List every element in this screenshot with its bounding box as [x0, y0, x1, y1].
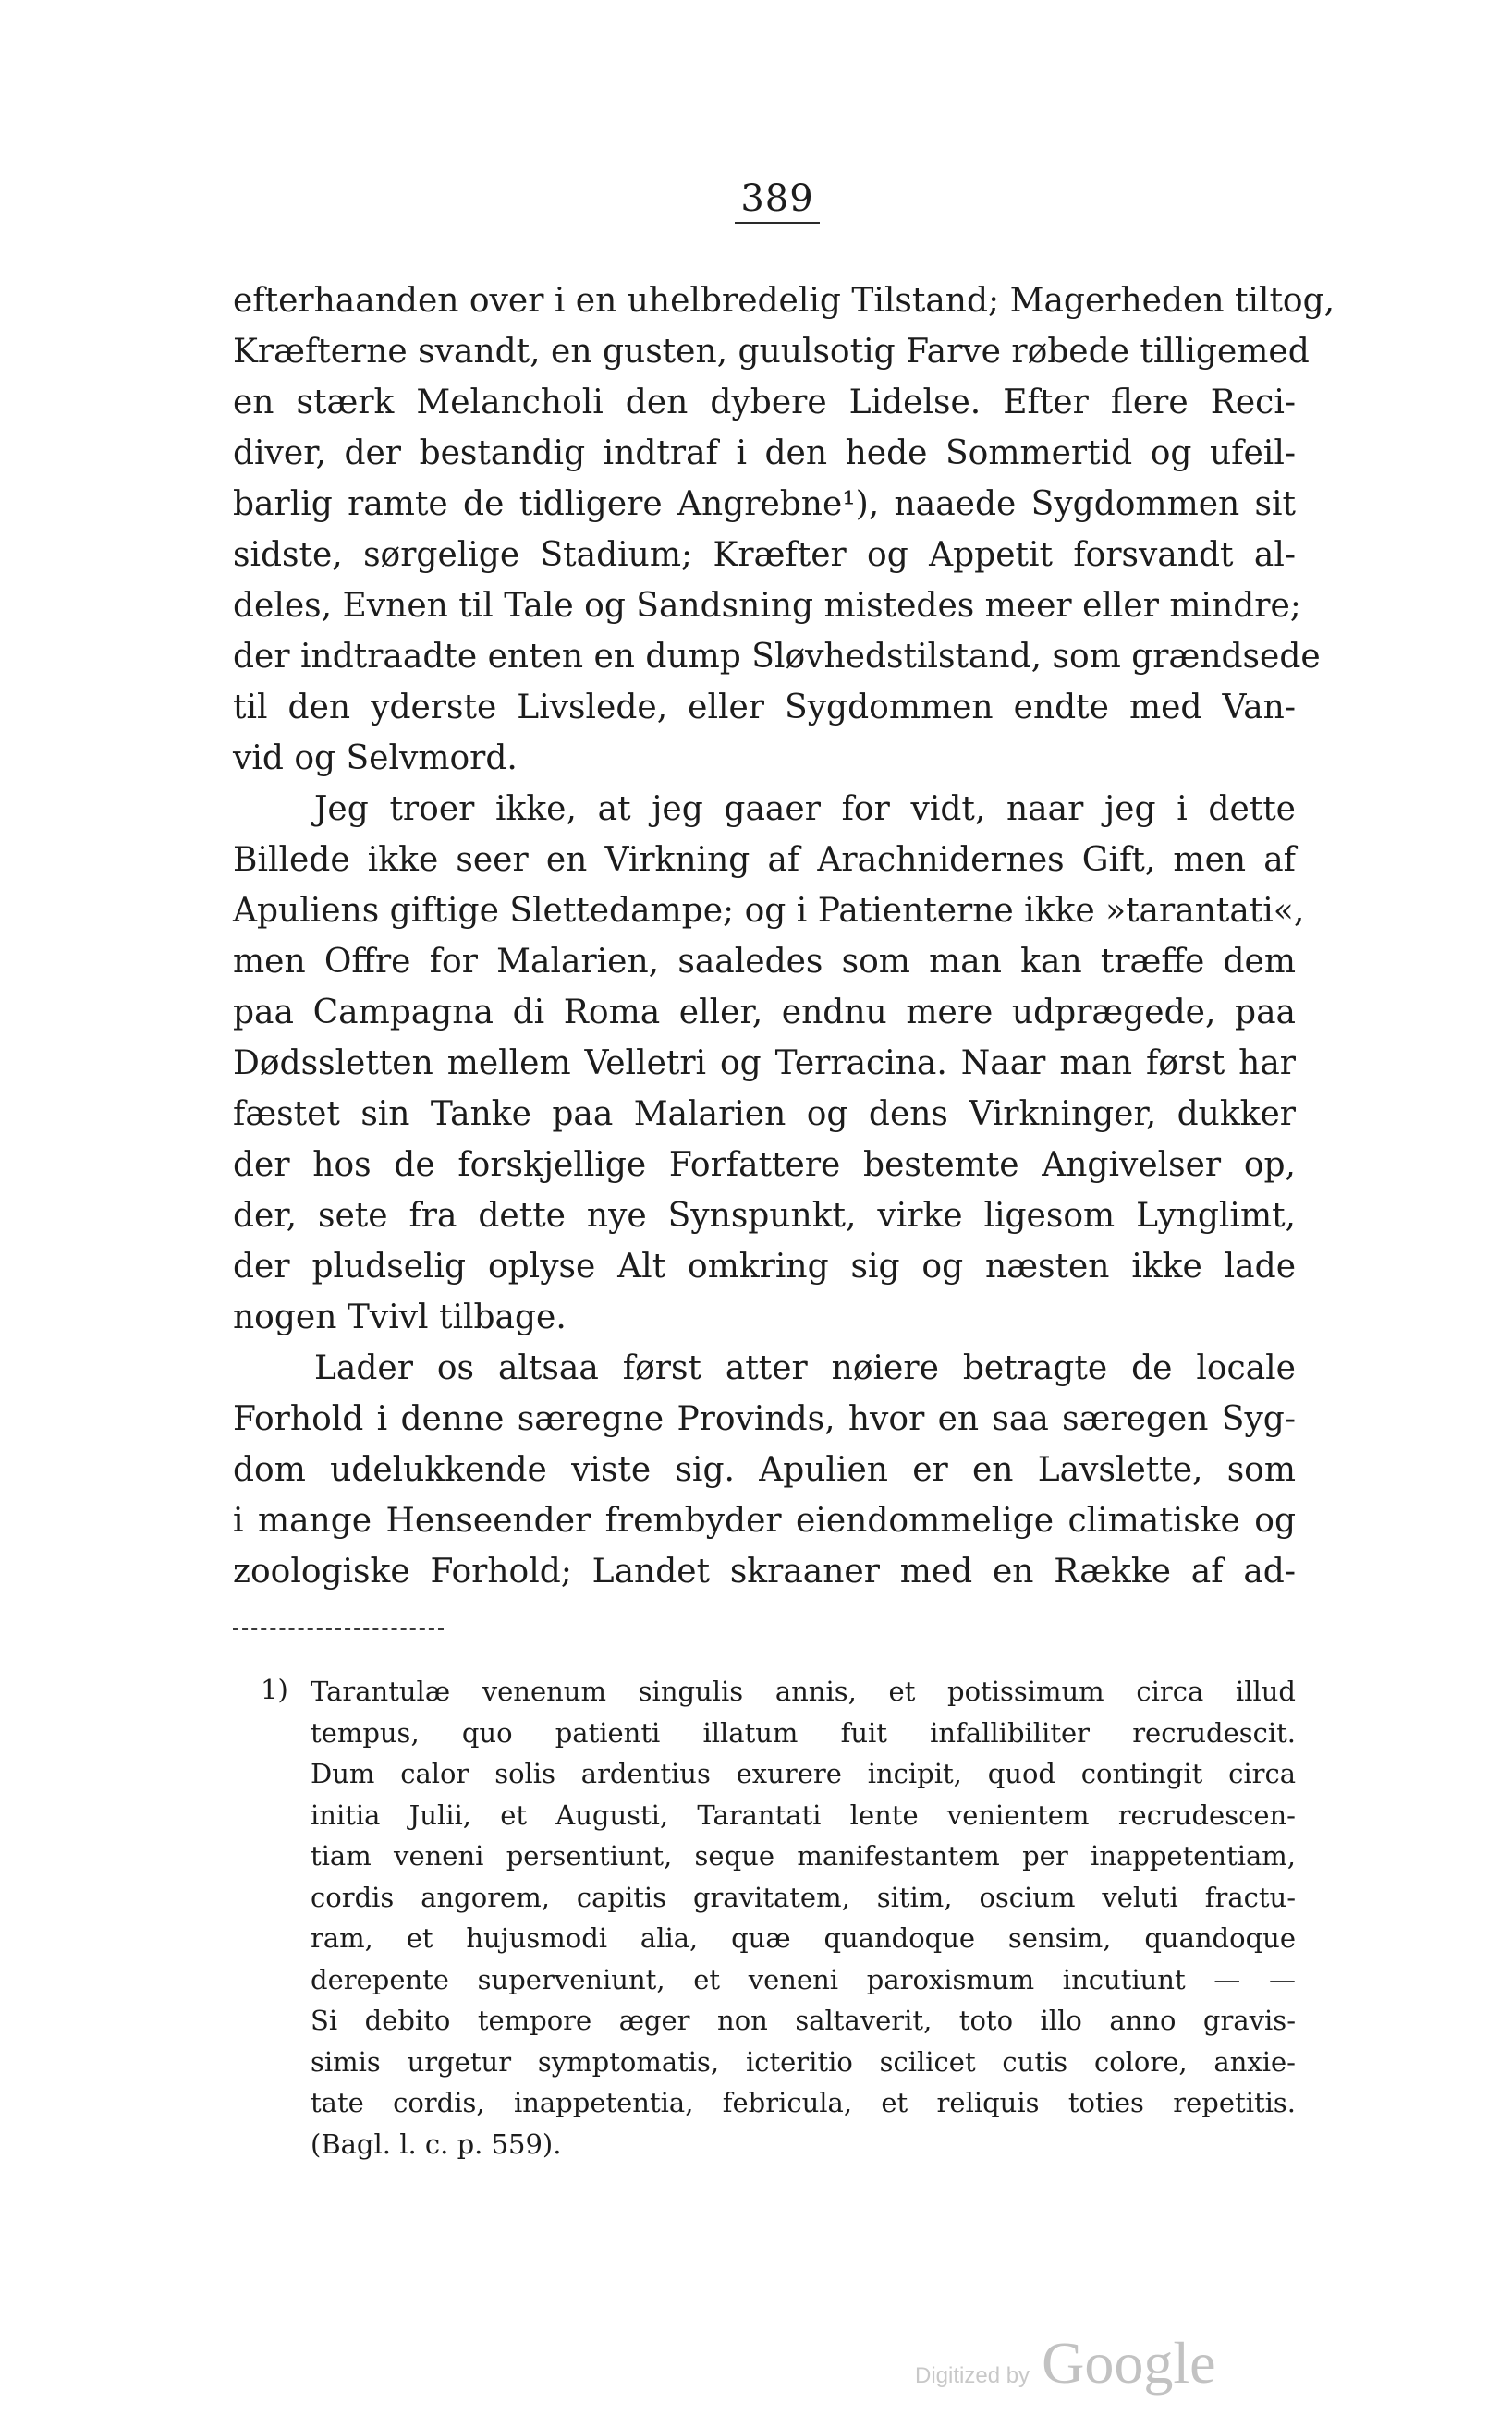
body-text	[233, 275, 1335, 1597]
footnote-line-text: Tarantulæ venenum singulis annis, et potissimum circa illud	[311, 1676, 1296, 1707]
page-number-container	[0, 177, 1512, 224]
body-line: deles, Evnen til Tale og Sandsning mistedes meer eller mindre;	[233, 587, 1301, 625]
body-line: en stærk Melancholi den dybere Lidelse. Efter flere Reci-	[233, 384, 1296, 421]
footnote-line: Dum calor solis ardentius exurere incipit, quod contingit circa	[311, 1758, 1296, 1789]
footnote-line: cordis angorem, capitis gravitatem, sitim, oscium veluti fractu-	[311, 1881, 1296, 1913]
footnote-line: tiam veneni persentiunt, seque manifestantem per inappetentiam,	[311, 1840, 1296, 1872]
body-line: der indtraadte enten en dump Sløvhedstilstand, som grændsede	[233, 638, 1321, 676]
body-line: der pludselig oplyse Alt omkring sig og næsten ikke lade	[233, 1248, 1296, 1286]
body-line: dom udelukkende viste sig. Apulien er en Lavslette, som	[233, 1451, 1296, 1489]
body-line: Kræfterne svandt, en gusten, guulsotig Farve røbede tilligemed	[233, 333, 1310, 371]
body-line: til den yderste Livslede, eller Sygdommen endte med Van-	[233, 689, 1296, 726]
body-line: vid og Selvmord.	[233, 739, 518, 777]
body-line: zoologiske Forhold; Landet skraaner med en Række af ad-	[233, 1553, 1296, 1591]
body-line: der, sete fra dette nye Synspunkt, virke ligesom Lynglimt,	[233, 1197, 1296, 1235]
footnote-line: (Bagl. l. c. p. 559).	[311, 2128, 562, 2160]
watermark-logo-text: Google	[1042, 2330, 1216, 2396]
body-line: Dødssletten mellem Velletri og Terracina. Naar man først har	[233, 1044, 1296, 1082]
body-line: Forhold i denne særegne Provinds, hvor en saa særegen Syg-	[233, 1400, 1296, 1438]
body-line: men Offre for Malarien, saaledes som man kan træffe dem	[233, 943, 1296, 981]
footnote-line: simis urgetur symptomatis, icteritio scilicet cutis colore, anxie-	[311, 2045, 1296, 2078]
watermark-small-text: Digitized by	[915, 2363, 1030, 2388]
body-line: nogen Tvivl tilbage.	[233, 1299, 567, 1336]
footnote-marker: 1)	[261, 1674, 288, 1705]
body-line: Lader os altsaa først atter nøiere betragte de locale	[314, 1349, 1296, 1387]
body-line: Billede ikke seer en Virkning af Arachnidernes Gift, men af	[233, 841, 1296, 879]
digitized-watermark	[915, 2329, 1216, 2397]
footnote-line: ram, et hujusmodi alia, quæ quandoque sensim, quandoque	[311, 1922, 1296, 1954]
body-line: sidste, sørgelige Stadium; Kræfter og Appetit forsvandt al-	[233, 536, 1296, 574]
footnote-divider	[233, 1628, 444, 1630]
body-line: Apuliens giftige Slettedampe; og i Patienterne ikke »tarantati«,	[233, 892, 1305, 930]
footnote-line	[261, 1671, 1296, 1713]
footnote-line: initia Julii, et Augusti, Tarantati lente venientem recrudescen-	[311, 1799, 1296, 1831]
body-line: barlig ramte de tidligere Angrebne¹), naaede Sygdommen sit	[233, 485, 1296, 523]
page-number: 389	[735, 177, 819, 224]
footnote-line: tempus, quo patienti illatum fuit infallibiliter recrudescit.	[311, 1716, 1296, 1749]
body-line: diver, der bestandig indtraf i den hede Sommertid og ufeil-	[233, 434, 1296, 472]
body-line: der hos de forskjellige Forfattere bestemte Angivelser op,	[233, 1146, 1296, 1184]
body-line: Jeg troer ikke, at jeg gaaer for vidt, naar jeg i dette	[314, 790, 1296, 828]
footnote-line: derepente superveniunt, et veneni paroxismum incutiunt — —	[311, 1963, 1296, 1995]
footnote-line: Si debito tempore æger non saltaverit, toto illo anno gravis-	[311, 2005, 1296, 2036]
body-line: i mange Henseender frembyder eiendommelige climatiske og	[233, 1502, 1296, 1540]
body-line: paa Campagna di Roma eller, endnu mere udprægede, paa	[233, 994, 1296, 1031]
footnote	[261, 1671, 1296, 2165]
body-line: fæstet sin Tanke paa Malarien og dens Virkninger, dukker	[233, 1095, 1296, 1133]
footnote-line: tate cordis, inappetentia, febricula, et reliquis toties repetitis.	[311, 2087, 1296, 2118]
body-line: efterhaanden over i en uhelbredelig Tilstand; Magerheden tiltog,	[233, 282, 1335, 320]
